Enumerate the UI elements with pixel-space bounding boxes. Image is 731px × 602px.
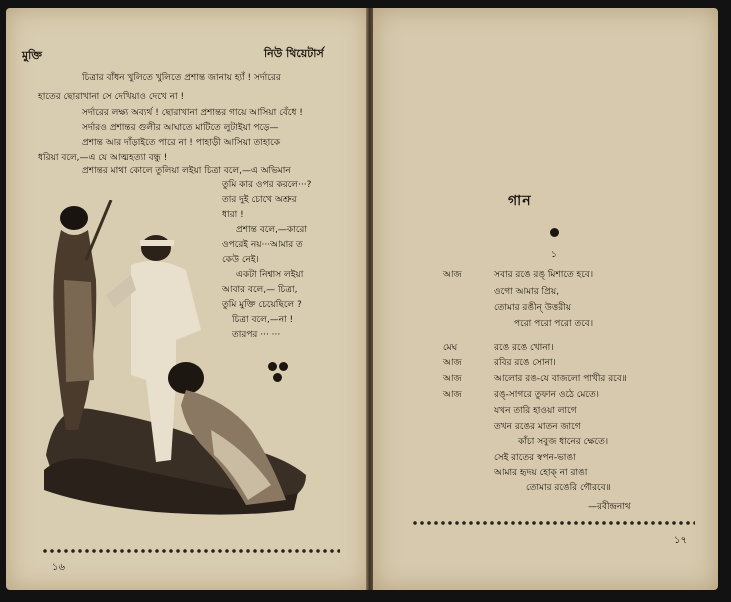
line-label: আজ [443, 390, 462, 400]
song-author: —রবীন্দ্রনাথ [588, 502, 631, 512]
right-page [373, 8, 718, 590]
text-line: তুমি মুক্তি চেয়েছিলে ? [222, 300, 302, 310]
song-line: কাঁচা সবুজ ধানের ক্ষেতে। [518, 437, 609, 447]
line-label: আজ [443, 374, 462, 384]
page-number-right: ১৭ [674, 535, 687, 546]
song-line: রঙে রঙে খোনা। [494, 343, 554, 353]
text-line: কেউ নেই। [222, 255, 259, 265]
song-line: আলোর রঙ-যে বাজলো পাখীর রবে॥ [494, 374, 627, 384]
line-label: মেঘ [443, 343, 458, 353]
text-line: ধরিয়া বলে,—এ যে আত্মহত্যা বন্ধু ! [38, 153, 168, 163]
text-line: প্রশান্ত বলে,—কারো [236, 225, 307, 235]
dotted-rule [42, 548, 340, 554]
text-line: প্রশান্ত আর দাঁড়াইতে পারে না ! পাহাড়ী আসিয়া তাহাকে [82, 138, 281, 148]
line-label: আজ [443, 270, 462, 280]
song-line: তোমার রঙেরি গৌরবে॥ [526, 483, 611, 493]
page-number-left: ১৬ [52, 562, 65, 573]
song-line: আমার হৃদয় হোক্ না রাঙা [494, 468, 588, 478]
song-line: রঙ্-সাগরে তুফান ওঠে মেতে। [494, 390, 600, 400]
song-line: যখন তারি হাওয়া লাগে [494, 406, 577, 416]
text-line: তার দুই চোখে অশ্রুর [222, 195, 297, 205]
film-still-photo [36, 200, 308, 520]
dotted-rule [412, 520, 695, 526]
song-line: তোমার রঙীন্ উত্তরীয় [494, 303, 572, 313]
song-line: তখন রঙের মাতন জাগে [494, 422, 581, 432]
text-line: তুমি কার ওপর করলে···? [222, 180, 312, 190]
song-line: ওগো আমার প্রিয়, [494, 287, 559, 297]
song-line: পরো পরো পরো তবে। [514, 319, 594, 329]
song-line: সবার রঙে রঙ্ মিশাতে হবে। [494, 270, 594, 280]
song-line: সেই রাতের স্বপন-ভাঙা [494, 453, 576, 463]
text-line: আবার বলে,— চিত্রা, [222, 285, 298, 295]
text-line: সর্দারও প্রশান্তর গুলীর আঘাতে মাটিতে লুটাইয়া পড়ে— [82, 123, 279, 133]
line-label: আজ [443, 358, 462, 368]
text-line: চিত্রার বাঁধন খুলিতে খুলিতে প্রশান্ত জানায় হ্যাঁ ! সর্দারের [82, 73, 281, 83]
text-line: ধারা ! [222, 210, 244, 220]
left-header-studio: নিউ থিয়েটার্স [264, 47, 324, 60]
text-line: সর্দারের লক্ষ্য অব্যর্থ ! ছোরাখানা প্রশান্তর গায়ে আসিয়া বেঁধে ! [82, 108, 303, 118]
text-line: প্রশান্তর মাথা কোলে তুলিয়া লইয়া চিত্রা বলে,—এ অভিমান [82, 166, 291, 176]
title-ornament-dot [550, 228, 559, 237]
verse-number: ১ [551, 250, 557, 260]
text-line: চিত্রা বলে,—না ! [232, 315, 294, 325]
song-line: রবির রঙে সোনা। [494, 358, 556, 368]
song-title: গান [508, 193, 532, 209]
text-line: হাতের ছোরাখানা সে দেখিয়াও দেখে না ! [38, 92, 185, 102]
left-header-title: মুক্তি [22, 49, 42, 62]
text-line: একটা নিশ্বাস লইয়া [236, 270, 304, 280]
text-line: তারপর ··· ··· [232, 330, 281, 340]
text-line: ওপরেই নয়···আমার ত [222, 240, 303, 250]
